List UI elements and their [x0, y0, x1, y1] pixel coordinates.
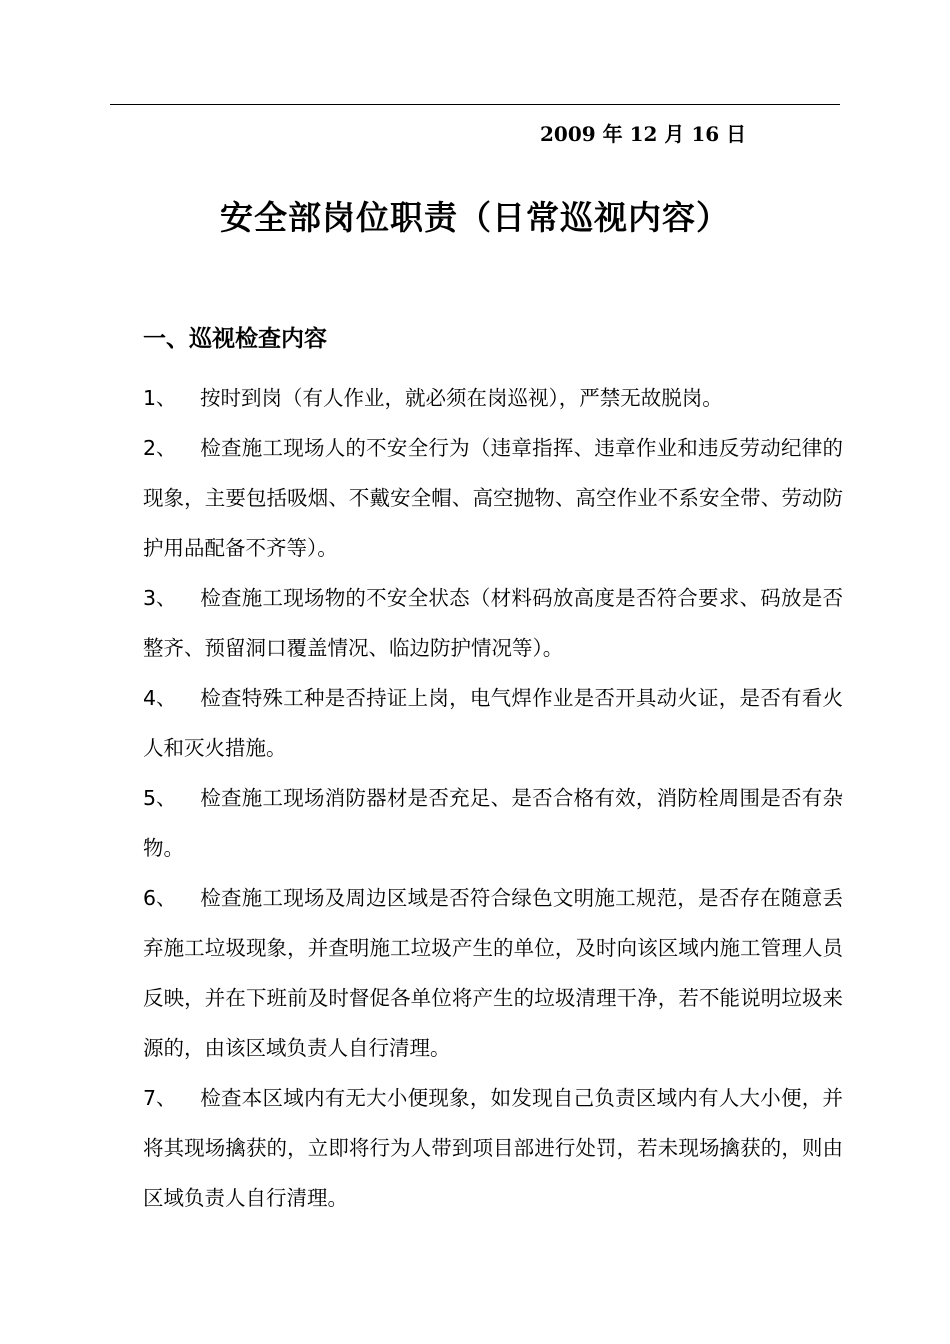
document-date: 2009 年 12 月 16 日 — [540, 122, 747, 146]
list-item — [143, 773, 843, 873]
item-number: 2、 — [143, 436, 177, 460]
item-text: 检查施工现场物的不安全状态（材料码放高度是否符合要求、码放是否整齐、预留洞口覆盖情况、临边防护情况等）。 — [143, 586, 843, 660]
item-number: 7、 — [143, 1086, 177, 1110]
item-text: 检查施工现场人的不安全行为（违章指挥、违章作业和违反劳动纪律的现象，主要包括吸烟、不戴安全帽、高空抛物、高空作业不系安全带、劳动防护用品配备不齐等）。 — [143, 436, 843, 560]
item-text: 检查施工现场及周边区域是否符合绿色文明施工规范，是否存在随意丢弃施工垃圾现象，并查明施工垃圾产生的单位，及时向该区域内施工管理人员反映，并在下班前及时督促各单位将产生的垃圾清理干净，若不能说明垃圾来源的，由该区域负责人自行清理。 — [143, 886, 843, 1060]
item-text: 按时到岗（有人作业，就必须在岗巡视），严禁无故脱岗。 — [200, 386, 723, 410]
item-number: 4、 — [143, 686, 177, 710]
document-title: 安全部岗位职责（日常巡视内容） — [220, 198, 730, 237]
item-number: 1、 — [143, 386, 177, 410]
list-item — [143, 423, 843, 573]
item-text: 检查特殊工种是否持证上岗，电气焊作业是否开具动火证，是否有看火人和灭火措施。 — [143, 686, 843, 760]
section-heading: 一、巡视检查内容 — [143, 326, 327, 352]
list-item — [143, 573, 843, 673]
list-item — [143, 373, 843, 423]
item-number: 3、 — [143, 586, 177, 610]
item-text: 检查本区域内有无大小便现象，如发现自己负责区域内有人大小便，并将其现场擒获的，立即将行为人带到项目部进行处罚，若未现场擒获的，则由区域负责人自行清理。 — [143, 1086, 843, 1210]
item-text: 检查施工现场消防器材是否充足、是否合格有效，消防栓周围是否有杂物。 — [143, 786, 843, 860]
list-item — [143, 673, 843, 773]
item-number: 5、 — [143, 786, 177, 810]
header-rule — [110, 104, 840, 105]
list-item — [143, 873, 843, 1073]
list-item — [143, 1073, 843, 1223]
item-number: 6、 — [143, 886, 177, 910]
inspection-list — [143, 373, 843, 1223]
